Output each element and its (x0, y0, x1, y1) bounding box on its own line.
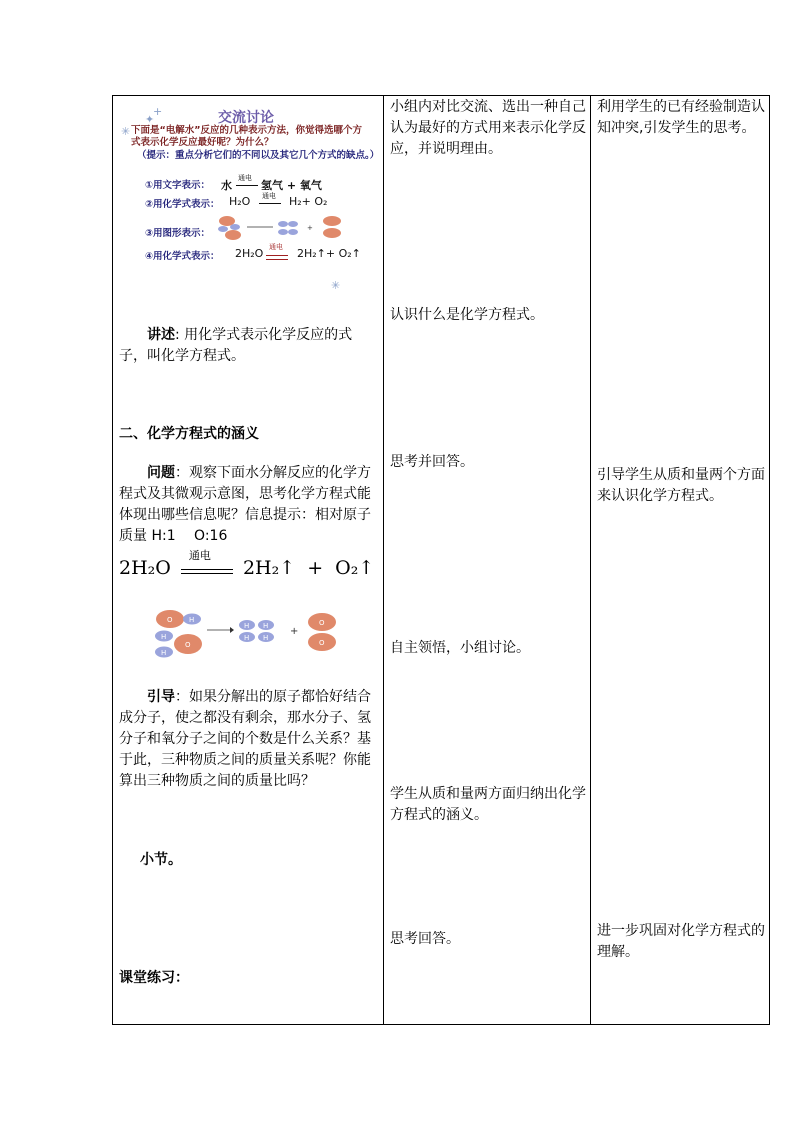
method1-reactant: 水 (221, 179, 232, 192)
lecture-paragraph (119, 325, 379, 367)
table-border-left (112, 95, 113, 1025)
equation-product-h2: 2H₂↑ (242, 557, 296, 579)
table-border-right (769, 95, 770, 1025)
problem-label: 问题 (147, 465, 175, 481)
method2-arrow (259, 203, 281, 204)
method3-label: ③用图形表示： (145, 228, 211, 239)
table-divider-1 (383, 95, 384, 1025)
small-molecule-diagram (217, 213, 357, 241)
oxygen-atom (323, 216, 341, 226)
problem-text: ：观察下面水分解反应的化学方程式及其微观示意图，思考化学方程式能体现出哪些信息呢？信息提示：相对原子质量 H:1 O:16 (119, 465, 371, 544)
equation-product-o2: O₂↑ (335, 557, 375, 579)
practice-label: 课堂练习： (119, 970, 189, 986)
hydrogen-atom (230, 224, 240, 230)
student-activity-1: 小组内对比交流、选出一种自己认为最好的方式用来表示化学反应，并说明理由。 (390, 99, 586, 157)
oxygen-atom-label: O (319, 619, 325, 627)
oxygen-atom-label: O (185, 641, 191, 649)
table-divider-2 (590, 95, 591, 1025)
equation-condition: 通电 (188, 549, 211, 562)
oxygen-atom-label: O (319, 639, 325, 647)
lecture-label: 讲述 (147, 327, 175, 343)
table-border-top (112, 95, 770, 96)
hydrogen-atom-label: H (161, 649, 167, 657)
student-activity-5: 学生从质和量两方面归纳出化学方程式的涵义。 (390, 786, 586, 823)
plus-sign: + (307, 224, 313, 232)
guide-label: 引导 (147, 689, 175, 705)
method4-condition: 通电 (269, 243, 283, 251)
slide-title: 交流讨论 (218, 110, 274, 126)
hydrogen-atom-label: H (189, 616, 195, 624)
hydrogen-atom (288, 229, 298, 235)
method2-condition: 通电 (262, 192, 276, 200)
method4-reactant: 2H₂O (235, 247, 264, 260)
problem-paragraph (119, 463, 379, 547)
design-intent-2: 引导学生从质和量两个方面来认识化学方程式。 (597, 467, 765, 504)
hydrogen-atom (278, 221, 288, 227)
equation-condition-block (181, 549, 233, 579)
design-intent-3: 进一步巩固对化学方程式的理解。 (597, 923, 765, 960)
method2-label: ②用化学式表示： (145, 199, 220, 210)
plus-sign: + (290, 626, 299, 637)
hydrogen-atom-label: H (263, 634, 269, 642)
method1-arrow (236, 185, 258, 186)
sparkle-icon: ✦ (145, 113, 155, 126)
method1-condition: 通电 (238, 174, 252, 182)
section2-title: 二、化学方程式的涵义 (119, 426, 259, 442)
method2-products: H₂+ O₂ (289, 195, 328, 208)
sparkle-icon: + (153, 105, 163, 118)
lecture-text: : 用化学式表示化学反应的式子，叫化学方程式。 (119, 327, 353, 364)
water-decomposition-diagram (152, 608, 342, 664)
design-intent-1: 利用学生的已有经验制造认知冲突,引发学生的思考。 (597, 99, 765, 136)
hydrogen-atom-label: H (244, 622, 250, 630)
sparkle-icon: ✳ (121, 125, 131, 138)
hydrogen-atom-label: H (161, 633, 167, 641)
guide-text: ：如果分解出的原子都恰好结合成分子，使之都没有剩余，那水分子、氢分子和氧分子之间的个数是什么关系？基于此，三种物质之间的质量关系呢？你能算出三种物质之间的质量比吗？ (119, 689, 371, 789)
slide-question: 下面是“电解水”反应的几种表示方法，你觉得选哪个方式表示化学反应最好呢？为什么？ (131, 125, 362, 148)
table-border-bottom (112, 1024, 770, 1025)
student-activity-2: 认识什么是化学方程式。 (390, 307, 544, 323)
method4-double-line (266, 255, 288, 260)
student-activity-6: 思考回答。 (390, 931, 460, 947)
method1-products: 氢气 + 氧气 (261, 179, 322, 192)
discussion-slide-image (117, 97, 383, 302)
guide-paragraph (119, 687, 379, 792)
summary-label: 小节。 (140, 852, 182, 868)
hydrogen-atom (288, 221, 298, 227)
oxygen-atom-label: O (167, 616, 173, 624)
slide-hint: （提示：重点分析它们的不同以及其它几个方式的缺点。） (137, 150, 380, 161)
equation-reactant: 2H₂O (119, 557, 171, 579)
equation-double-line (181, 569, 233, 574)
method4-products: 2H₂↑+ O₂↑ (297, 247, 361, 260)
student-activity-4: 自主领悟，小组讨论。 (390, 640, 530, 656)
oxygen-atom (225, 230, 241, 240)
hydrogen-atom (218, 226, 228, 232)
chemical-equation (119, 549, 375, 579)
hydrogen-atom-label: H (263, 622, 269, 630)
method2-reactant: H₂O (229, 195, 251, 208)
sparkle-icon: ✳ (331, 279, 341, 292)
oxygen-atom (323, 228, 341, 238)
hydrogen-atom-label: H (244, 634, 250, 642)
method1-label: ①用文字表示： (145, 180, 211, 191)
arrow-head (230, 627, 234, 633)
hydrogen-atom (278, 229, 288, 235)
student-activity-3: 思考并回答。 (390, 454, 474, 470)
equation-plus: + (307, 557, 324, 579)
method4-label: ④用化学式表示： (145, 251, 220, 262)
